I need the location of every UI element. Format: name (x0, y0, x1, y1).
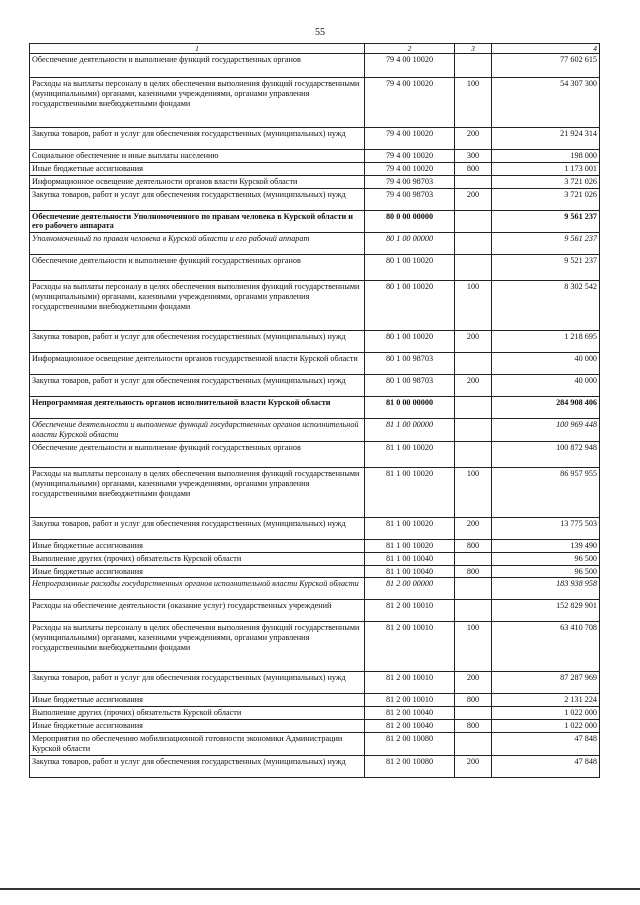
row-type: 200 (455, 128, 492, 150)
table-row (30, 707, 600, 720)
row-code: 81 1 00 10020 (365, 539, 455, 552)
table-row (30, 78, 600, 128)
row-code: 81 1 00 10020 (365, 441, 455, 467)
row-type: 100 (455, 622, 492, 672)
row-name: Непрограммные расходы государственных органов исполнительной власти Курской области (30, 578, 365, 600)
row-name: Расходы на выплаты персоналу в целях обеспечения выполнения функций государственными (муниципальными) органами, казенными учреждениями, органами управления государственными внебюджетными фондами (30, 622, 365, 672)
row-name: Иные бюджетные ассигнования (30, 565, 365, 578)
table-row (30, 565, 600, 578)
row-name: Иные бюджетные ассигнования (30, 694, 365, 707)
row-name: Закупка товаров, работ и услуг для обеспечения государственных (муниципальных) нужд (30, 188, 365, 210)
table-row (30, 162, 600, 175)
row-type (455, 600, 492, 622)
row-code: 79 4 00 98703 (365, 188, 455, 210)
row-code: 80 1 00 98703 (365, 353, 455, 375)
row-name: Закупка товаров, работ и услуг для обеспечения государственных (муниципальных) нужд (30, 128, 365, 150)
row-amount: 1 022 000 (492, 720, 600, 733)
page-number: 55 (315, 27, 325, 38)
row-code: 81 2 00 10010 (365, 672, 455, 694)
row-type: 200 (455, 331, 492, 353)
bottom-rule (0, 888, 640, 890)
row-amount: 47 848 (492, 755, 600, 777)
row-name: Обеспечение деятельности Уполномоченного по правам человека в Курской области и его рабочего аппарата (30, 210, 365, 233)
row-amount: 96 500 (492, 552, 600, 565)
row-name: Непрограммная деятельность органов исполнительной власти Курской области (30, 397, 365, 419)
row-type (455, 707, 492, 720)
row-name: Расходы на обеспечение деятельности (оказание услуг) государственных учреждений (30, 600, 365, 622)
row-type: 200 (455, 672, 492, 694)
row-code: 81 1 00 10040 (365, 565, 455, 578)
table-row (30, 233, 600, 255)
table-row (30, 331, 600, 353)
table-row (30, 517, 600, 539)
table-row (30, 755, 600, 777)
row-code: 80 1 00 00000 (365, 233, 455, 255)
row-name: Обеспечение деятельности и выполнение функций государственных органов (30, 255, 365, 281)
table-row (30, 397, 600, 419)
row-name: Мероприятия по обеспечению мобилизационной готовности экономики Администрации Курской области (30, 732, 365, 755)
table-row (30, 441, 600, 467)
table-row (30, 467, 600, 517)
row-code: 80 1 00 10020 (365, 331, 455, 353)
row-code: 79 4 00 98703 (365, 175, 455, 188)
table-row (30, 375, 600, 397)
row-code: 81 0 00 00000 (365, 397, 455, 419)
row-name: Обеспечение деятельности и выполнение функций государственных органов (30, 54, 365, 78)
row-code: 79 4 00 10020 (365, 162, 455, 175)
row-amount: 183 938 958 (492, 578, 600, 600)
row-type (455, 419, 492, 442)
row-amount: 3 721 026 (492, 188, 600, 210)
row-code: 80 0 00 00000 (365, 210, 455, 233)
row-name: Закупка товаров, работ и услуг для обеспечения государственных (муниципальных) нужд (30, 375, 365, 397)
row-name: Иные бюджетные ассигнования (30, 720, 365, 733)
row-code: 81 1 00 00000 (365, 419, 455, 442)
row-type (455, 175, 492, 188)
row-code: 80 1 00 98703 (365, 375, 455, 397)
row-code: 80 1 00 10020 (365, 281, 455, 331)
row-type: 800 (455, 720, 492, 733)
row-name: Обеспечение деятельности и выполнение функций государственных органов (30, 441, 365, 467)
table-row (30, 672, 600, 694)
row-type: 200 (455, 755, 492, 777)
row-name: Информационное освещение деятельности органов власти Курской области (30, 175, 365, 188)
row-code: 81 2 00 10010 (365, 600, 455, 622)
header-col-3: 3 (455, 44, 492, 54)
row-name: Выполнение других (прочих) обязательств Курской области (30, 552, 365, 565)
row-amount: 77 602 615 (492, 54, 600, 78)
row-amount: 152 829 901 (492, 600, 600, 622)
row-amount: 40 000 (492, 375, 600, 397)
table-row (30, 54, 600, 78)
table-row (30, 419, 600, 442)
table-row (30, 694, 600, 707)
row-code: 80 1 00 10020 (365, 255, 455, 281)
row-type: 100 (455, 78, 492, 128)
row-amount: 13 775 503 (492, 517, 600, 539)
row-name: Расходы на выплаты персоналу в целях обеспечения выполнения функций государственными (муниципальными) органами, казенными учреждениями, органами управления государственными внебюджетными фондами (30, 78, 365, 128)
row-name: Закупка товаров, работ и услуг для обеспечения государственных (муниципальных) нужд (30, 331, 365, 353)
row-name: Расходы на выплаты персоналу в целях обеспечения выполнения функций государственными (муниципальными) органами, казенными учреждениями, органами управления государственными внебюджетными фондами (30, 281, 365, 331)
row-name: Выполнение других (прочих) обязательств Курской области (30, 707, 365, 720)
row-amount: 40 000 (492, 353, 600, 375)
row-type: 800 (455, 539, 492, 552)
row-amount: 96 500 (492, 565, 600, 578)
row-code: 79 4 00 10020 (365, 78, 455, 128)
row-code: 81 1 00 10020 (365, 517, 455, 539)
table-row (30, 128, 600, 150)
table-row (30, 552, 600, 565)
row-code: 81 2 00 00000 (365, 578, 455, 600)
row-code: 79 4 00 10020 (365, 150, 455, 163)
row-code: 79 4 00 10020 (365, 128, 455, 150)
row-type (455, 578, 492, 600)
row-name: Закупка товаров, работ и услуг для обеспечения государственных (муниципальных) нужд (30, 517, 365, 539)
row-amount: 198 000 (492, 150, 600, 163)
table-row (30, 175, 600, 188)
row-amount: 47 848 (492, 732, 600, 755)
row-name: Информационное освещение деятельности органов государственной власти Курской области (30, 353, 365, 375)
row-type (455, 54, 492, 78)
row-code: 81 2 00 10040 (365, 707, 455, 720)
table-body (30, 44, 600, 778)
row-amount: 21 924 314 (492, 128, 600, 150)
row-name: Закупка товаров, работ и услуг для обеспечения государственных (муниципальных) нужд (30, 755, 365, 777)
table-row (30, 622, 600, 672)
row-code: 81 2 00 10040 (365, 720, 455, 733)
row-code: 81 1 00 10040 (365, 552, 455, 565)
table-row (30, 720, 600, 733)
budget-table (29, 43, 600, 778)
row-type (455, 210, 492, 233)
row-amount: 9 561 237 (492, 210, 600, 233)
row-amount: 284 908 406 (492, 397, 600, 419)
table-row (30, 188, 600, 210)
table-row (30, 281, 600, 331)
row-name: Расходы на выплаты персоналу в целях обеспечения выполнения функций государственными (муниципальными) органами, казенными учреждениями, органами управления государственными внебюджетными фондами (30, 467, 365, 517)
row-type: 800 (455, 565, 492, 578)
table-row (30, 353, 600, 375)
header-col-1: 1 (30, 44, 365, 54)
row-amount: 9 561 237 (492, 233, 600, 255)
row-code: 79 4 00 10020 (365, 54, 455, 78)
row-name: Иные бюджетные ассигнования (30, 539, 365, 552)
table-row (30, 255, 600, 281)
row-amount: 1 218 695 (492, 331, 600, 353)
header-col-4: 4 (492, 44, 600, 54)
row-type: 200 (455, 188, 492, 210)
row-type: 800 (455, 162, 492, 175)
header-col-2: 2 (365, 44, 455, 54)
row-amount: 100 969 448 (492, 419, 600, 442)
row-name: Социальное обеспечение и иные выплаты населению (30, 150, 365, 163)
row-type: 800 (455, 694, 492, 707)
table-row (30, 578, 600, 600)
row-name: Иные бюджетные ассигнования (30, 162, 365, 175)
table-row (30, 539, 600, 552)
row-amount: 139 490 (492, 539, 600, 552)
table-row (30, 150, 600, 163)
row-amount: 2 131 224 (492, 694, 600, 707)
row-type (455, 732, 492, 755)
row-name: Закупка товаров, работ и услуг для обеспечения государственных (муниципальных) нужд (30, 672, 365, 694)
row-type (455, 552, 492, 565)
table-row (30, 600, 600, 622)
row-type: 200 (455, 375, 492, 397)
row-amount: 86 957 955 (492, 467, 600, 517)
row-type: 100 (455, 281, 492, 331)
row-type: 100 (455, 467, 492, 517)
table-header-row (30, 44, 600, 54)
row-type (455, 233, 492, 255)
row-name: Уполномоченный по правам человека в Курской области и его рабочий аппарат (30, 233, 365, 255)
row-type: 300 (455, 150, 492, 163)
row-type: 200 (455, 517, 492, 539)
row-type (455, 441, 492, 467)
row-amount: 100 872 948 (492, 441, 600, 467)
row-type (455, 353, 492, 375)
row-amount: 63 410 708 (492, 622, 600, 672)
row-name: Обеспечение деятельности и выполнение функций государственных органов исполнительной власти Курской области (30, 419, 365, 442)
row-code: 81 2 00 10080 (365, 755, 455, 777)
table-row (30, 732, 600, 755)
row-code: 81 2 00 10010 (365, 622, 455, 672)
row-amount: 54 307 300 (492, 78, 600, 128)
row-code: 81 1 00 10020 (365, 467, 455, 517)
row-type (455, 397, 492, 419)
row-amount: 8 302 542 (492, 281, 600, 331)
row-code: 81 2 00 10080 (365, 732, 455, 755)
row-amount: 9 521 237 (492, 255, 600, 281)
row-code: 81 2 00 10010 (365, 694, 455, 707)
row-type (455, 255, 492, 281)
table-row (30, 210, 600, 233)
row-amount: 1 173 001 (492, 162, 600, 175)
row-amount: 87 287 969 (492, 672, 600, 694)
row-amount: 1 022 000 (492, 707, 600, 720)
row-amount: 3 721 026 (492, 175, 600, 188)
